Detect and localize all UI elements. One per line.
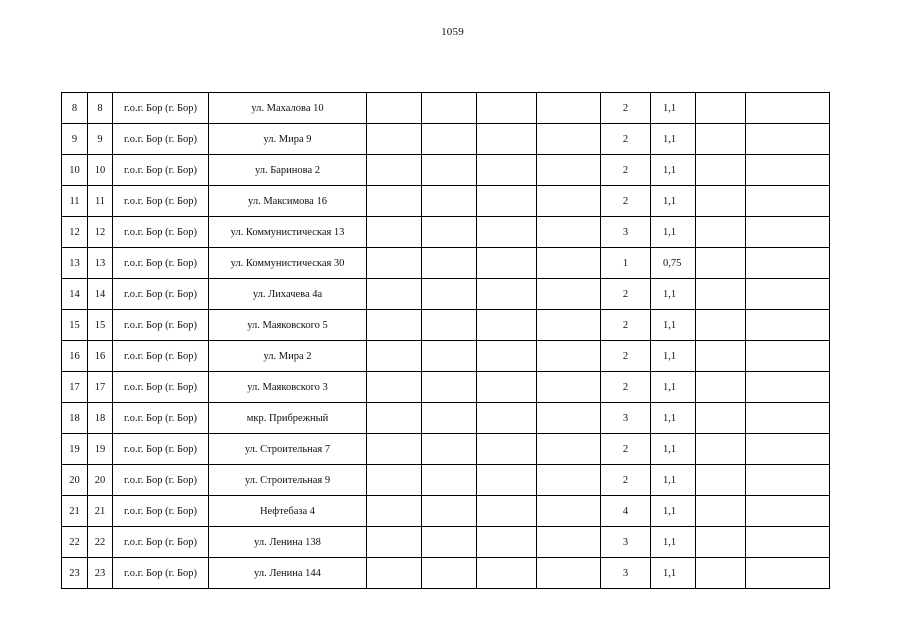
row-number-cell: 9 bbox=[62, 124, 88, 155]
row-number-cell: 18 bbox=[62, 403, 88, 434]
empty-cell bbox=[696, 496, 746, 527]
address-cell: ул. Коммунистическая 30 bbox=[209, 248, 367, 279]
empty-cell bbox=[477, 496, 537, 527]
empty-cell bbox=[746, 372, 830, 403]
container-count-cell: 3 bbox=[601, 527, 651, 558]
empty-cell bbox=[422, 496, 477, 527]
table-row bbox=[62, 527, 830, 558]
settlement-cell: г.о.г. Бор (г. Бор) bbox=[113, 248, 209, 279]
address-cell: мкр. Прибрежный bbox=[209, 403, 367, 434]
empty-cell bbox=[477, 310, 537, 341]
container-volume-cell: 1,1 bbox=[651, 93, 696, 124]
site-number-cell: 18 bbox=[88, 403, 113, 434]
container-volume-cell: 1,1 bbox=[651, 186, 696, 217]
site-number-cell: 15 bbox=[88, 310, 113, 341]
table-row bbox=[62, 372, 830, 403]
container-volume-cell: 1,1 bbox=[651, 155, 696, 186]
address-cell: ул. Махалова 10 bbox=[209, 93, 367, 124]
empty-cell bbox=[746, 496, 830, 527]
row-number-cell: 20 bbox=[62, 465, 88, 496]
address-cell: ул. Коммунистическая 13 bbox=[209, 217, 367, 248]
row-number-cell: 15 bbox=[62, 310, 88, 341]
empty-cell bbox=[746, 434, 830, 465]
empty-cell bbox=[537, 124, 601, 155]
empty-cell bbox=[696, 124, 746, 155]
row-number-cell: 23 bbox=[62, 558, 88, 589]
empty-cell bbox=[696, 248, 746, 279]
empty-cell bbox=[477, 217, 537, 248]
container-count-cell: 2 bbox=[601, 372, 651, 403]
row-number-cell: 16 bbox=[62, 341, 88, 372]
container-volume-cell: 1,1 bbox=[651, 124, 696, 155]
empty-cell bbox=[367, 434, 422, 465]
container-count-cell: 3 bbox=[601, 558, 651, 589]
empty-cell bbox=[746, 217, 830, 248]
address-cell: ул. Строительная 9 bbox=[209, 465, 367, 496]
empty-cell bbox=[367, 465, 422, 496]
empty-cell bbox=[367, 186, 422, 217]
settlement-cell: г.о.г. Бор (г. Бор) bbox=[113, 527, 209, 558]
empty-cell bbox=[422, 217, 477, 248]
row-number-cell: 10 bbox=[62, 155, 88, 186]
empty-cell bbox=[696, 527, 746, 558]
empty-cell bbox=[422, 341, 477, 372]
site-number-cell: 9 bbox=[88, 124, 113, 155]
empty-cell bbox=[696, 93, 746, 124]
table-row bbox=[62, 124, 830, 155]
container-volume-cell: 1,1 bbox=[651, 434, 696, 465]
site-number-cell: 13 bbox=[88, 248, 113, 279]
empty-cell bbox=[477, 155, 537, 186]
address-cell: Нефтебаза 4 bbox=[209, 496, 367, 527]
empty-cell bbox=[367, 93, 422, 124]
site-number-cell: 8 bbox=[88, 93, 113, 124]
empty-cell bbox=[537, 558, 601, 589]
empty-cell bbox=[746, 155, 830, 186]
empty-cell bbox=[746, 186, 830, 217]
container-count-cell: 2 bbox=[601, 279, 651, 310]
empty-cell bbox=[367, 341, 422, 372]
table-row bbox=[62, 434, 830, 465]
row-number-cell: 12 bbox=[62, 217, 88, 248]
container-count-cell: 3 bbox=[601, 217, 651, 248]
site-number-cell: 12 bbox=[88, 217, 113, 248]
row-number-cell: 8 bbox=[62, 93, 88, 124]
container-count-cell: 2 bbox=[601, 341, 651, 372]
container-count-cell: 2 bbox=[601, 155, 651, 186]
empty-cell bbox=[746, 558, 830, 589]
address-cell: ул. Лихачева 4а bbox=[209, 279, 367, 310]
settlement-cell: г.о.г. Бор (г. Бор) bbox=[113, 279, 209, 310]
row-number-cell: 11 bbox=[62, 186, 88, 217]
table-row bbox=[62, 465, 830, 496]
empty-cell bbox=[537, 465, 601, 496]
table-row bbox=[62, 310, 830, 341]
container-volume-cell: 1,1 bbox=[651, 372, 696, 403]
container-count-cell: 2 bbox=[601, 310, 651, 341]
empty-cell bbox=[696, 341, 746, 372]
site-number-cell: 14 bbox=[88, 279, 113, 310]
empty-cell bbox=[746, 465, 830, 496]
table-row bbox=[62, 496, 830, 527]
container-count-cell: 2 bbox=[601, 124, 651, 155]
empty-cell bbox=[696, 403, 746, 434]
empty-cell bbox=[422, 279, 477, 310]
empty-cell bbox=[746, 403, 830, 434]
settlement-cell: г.о.г. Бор (г. Бор) bbox=[113, 558, 209, 589]
container-count-cell: 3 bbox=[601, 403, 651, 434]
empty-cell bbox=[422, 93, 477, 124]
container-sites-table bbox=[61, 92, 830, 589]
empty-cell bbox=[367, 155, 422, 186]
empty-cell bbox=[422, 186, 477, 217]
empty-cell bbox=[477, 434, 537, 465]
container-volume-cell: 1,1 bbox=[651, 403, 696, 434]
empty-cell bbox=[746, 248, 830, 279]
empty-cell bbox=[422, 527, 477, 558]
empty-cell bbox=[537, 496, 601, 527]
container-count-cell: 2 bbox=[601, 186, 651, 217]
empty-cell bbox=[367, 310, 422, 341]
empty-cell bbox=[477, 93, 537, 124]
empty-cell bbox=[422, 124, 477, 155]
table-body bbox=[62, 93, 830, 589]
empty-cell bbox=[367, 372, 422, 403]
address-cell: ул. Строительная 7 bbox=[209, 434, 367, 465]
settlement-cell: г.о.г. Бор (г. Бор) bbox=[113, 403, 209, 434]
empty-cell bbox=[477, 186, 537, 217]
empty-cell bbox=[696, 217, 746, 248]
site-number-cell: 21 bbox=[88, 496, 113, 527]
empty-cell bbox=[537, 372, 601, 403]
settlement-cell: г.о.г. Бор (г. Бор) bbox=[113, 93, 209, 124]
settlement-cell: г.о.г. Бор (г. Бор) bbox=[113, 310, 209, 341]
empty-cell bbox=[422, 434, 477, 465]
container-volume-cell: 1,1 bbox=[651, 341, 696, 372]
empty-cell bbox=[477, 279, 537, 310]
empty-cell bbox=[367, 403, 422, 434]
container-volume-cell: 1,1 bbox=[651, 310, 696, 341]
empty-cell bbox=[477, 465, 537, 496]
empty-cell bbox=[746, 527, 830, 558]
empty-cell bbox=[367, 496, 422, 527]
container-volume-cell: 1,1 bbox=[651, 465, 696, 496]
empty-cell bbox=[537, 155, 601, 186]
container-volume-cell: 1,1 bbox=[651, 496, 696, 527]
container-count-cell: 2 bbox=[601, 434, 651, 465]
settlement-cell: г.о.г. Бор (г. Бор) bbox=[113, 217, 209, 248]
settlement-cell: г.о.г. Бор (г. Бор) bbox=[113, 155, 209, 186]
container-volume-cell: 1,1 bbox=[651, 217, 696, 248]
container-count-cell: 4 bbox=[601, 496, 651, 527]
site-number-cell: 20 bbox=[88, 465, 113, 496]
empty-cell bbox=[422, 310, 477, 341]
site-number-cell: 11 bbox=[88, 186, 113, 217]
container-count-cell: 2 bbox=[601, 93, 651, 124]
address-cell: ул. Максимова 16 bbox=[209, 186, 367, 217]
row-number-cell: 21 bbox=[62, 496, 88, 527]
settlement-cell: г.о.г. Бор (г. Бор) bbox=[113, 434, 209, 465]
site-number-cell: 22 bbox=[88, 527, 113, 558]
empty-cell bbox=[422, 465, 477, 496]
empty-cell bbox=[477, 372, 537, 403]
address-cell: ул. Ленина 144 bbox=[209, 558, 367, 589]
empty-cell bbox=[367, 527, 422, 558]
empty-cell bbox=[537, 341, 601, 372]
empty-cell bbox=[696, 279, 746, 310]
container-count-cell: 1 bbox=[601, 248, 651, 279]
row-number-cell: 17 bbox=[62, 372, 88, 403]
empty-cell bbox=[537, 403, 601, 434]
empty-cell bbox=[477, 341, 537, 372]
table-row bbox=[62, 341, 830, 372]
site-number-cell: 19 bbox=[88, 434, 113, 465]
empty-cell bbox=[746, 93, 830, 124]
table-row bbox=[62, 93, 830, 124]
row-number-cell: 22 bbox=[62, 527, 88, 558]
empty-cell bbox=[746, 279, 830, 310]
settlement-cell: г.о.г. Бор (г. Бор) bbox=[113, 496, 209, 527]
empty-cell bbox=[696, 434, 746, 465]
empty-cell bbox=[422, 248, 477, 279]
empty-cell bbox=[537, 248, 601, 279]
empty-cell bbox=[537, 434, 601, 465]
settlement-cell: г.о.г. Бор (г. Бор) bbox=[113, 341, 209, 372]
address-cell: ул. Ленина 138 bbox=[209, 527, 367, 558]
row-number-cell: 19 bbox=[62, 434, 88, 465]
empty-cell bbox=[367, 279, 422, 310]
empty-cell bbox=[537, 310, 601, 341]
settlement-cell: г.о.г. Бор (г. Бор) bbox=[113, 186, 209, 217]
empty-cell bbox=[422, 155, 477, 186]
table-row bbox=[62, 279, 830, 310]
table-row bbox=[62, 186, 830, 217]
container-volume-cell: 1,1 bbox=[651, 527, 696, 558]
empty-cell bbox=[477, 558, 537, 589]
empty-cell bbox=[746, 124, 830, 155]
row-number-cell: 13 bbox=[62, 248, 88, 279]
row-number-cell: 14 bbox=[62, 279, 88, 310]
settlement-cell: г.о.г. Бор (г. Бор) bbox=[113, 124, 209, 155]
empty-cell bbox=[537, 527, 601, 558]
empty-cell bbox=[696, 558, 746, 589]
container-volume-cell: 1,1 bbox=[651, 558, 696, 589]
address-cell: ул. Мира 9 bbox=[209, 124, 367, 155]
empty-cell bbox=[696, 372, 746, 403]
empty-cell bbox=[696, 186, 746, 217]
table-row bbox=[62, 217, 830, 248]
container-volume-cell: 1,1 bbox=[651, 279, 696, 310]
empty-cell bbox=[537, 217, 601, 248]
site-number-cell: 10 bbox=[88, 155, 113, 186]
site-number-cell: 16 bbox=[88, 341, 113, 372]
table-row bbox=[62, 248, 830, 279]
empty-cell bbox=[746, 310, 830, 341]
empty-cell bbox=[537, 279, 601, 310]
empty-cell bbox=[477, 527, 537, 558]
table-row bbox=[62, 558, 830, 589]
empty-cell bbox=[477, 248, 537, 279]
empty-cell bbox=[477, 403, 537, 434]
site-number-cell: 17 bbox=[88, 372, 113, 403]
site-number-cell: 23 bbox=[88, 558, 113, 589]
empty-cell bbox=[422, 403, 477, 434]
table-row bbox=[62, 403, 830, 434]
empty-cell bbox=[746, 341, 830, 372]
empty-cell bbox=[367, 558, 422, 589]
empty-cell bbox=[477, 124, 537, 155]
container-volume-cell: 0,75 bbox=[651, 248, 696, 279]
empty-cell bbox=[696, 310, 746, 341]
settlement-cell: г.о.г. Бор (г. Бор) bbox=[113, 465, 209, 496]
address-cell: ул. Маяковского 5 bbox=[209, 310, 367, 341]
empty-cell bbox=[422, 558, 477, 589]
empty-cell bbox=[367, 248, 422, 279]
container-count-cell: 2 bbox=[601, 465, 651, 496]
page-number: 1059 bbox=[441, 26, 464, 38]
empty-cell bbox=[367, 124, 422, 155]
empty-cell bbox=[537, 93, 601, 124]
table-row bbox=[62, 155, 830, 186]
empty-cell bbox=[367, 217, 422, 248]
settlement-cell: г.о.г. Бор (г. Бор) bbox=[113, 372, 209, 403]
empty-cell bbox=[422, 372, 477, 403]
address-cell: ул. Мира 2 bbox=[209, 341, 367, 372]
address-cell: ул. Баринова 2 bbox=[209, 155, 367, 186]
address-cell: ул. Маяковского 3 bbox=[209, 372, 367, 403]
empty-cell bbox=[537, 186, 601, 217]
empty-cell bbox=[696, 155, 746, 186]
empty-cell bbox=[696, 465, 746, 496]
